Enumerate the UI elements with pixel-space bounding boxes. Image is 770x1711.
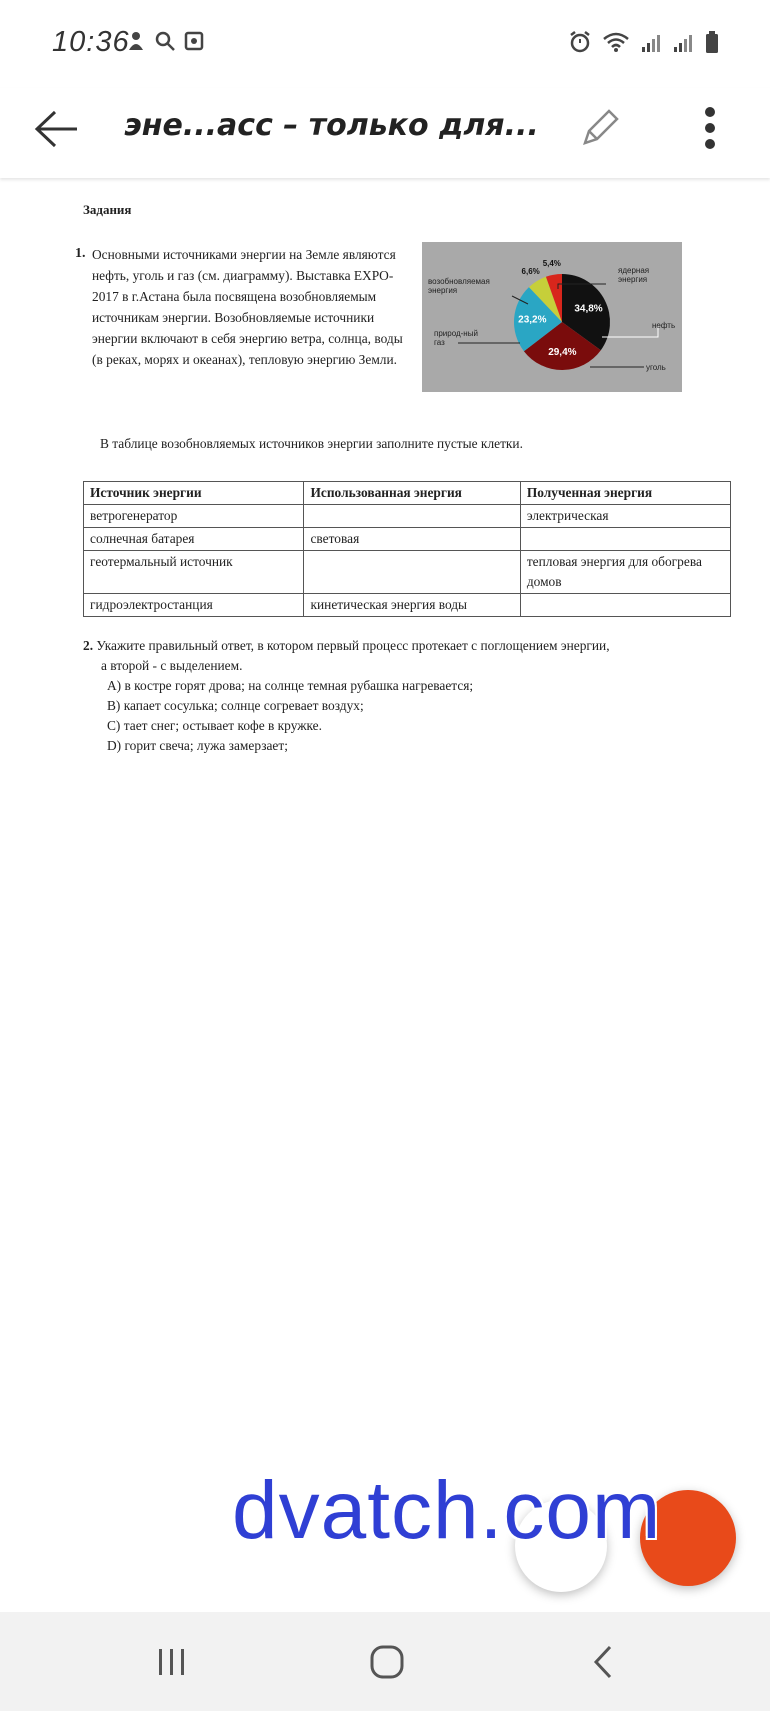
header-used-energy: Использованная энергия xyxy=(304,482,520,505)
table-cell: солнечная батарея xyxy=(84,528,304,551)
pie-value-label-oil: 34,8% xyxy=(574,303,603,315)
arrow-left-icon xyxy=(33,109,81,149)
pie-value-label-renewable: 6,6% xyxy=(521,266,540,276)
table-row xyxy=(84,528,731,551)
pie-chart-svg xyxy=(422,242,682,392)
media-icon xyxy=(184,30,204,57)
energy-pie-chart xyxy=(422,242,682,392)
table-cell xyxy=(304,505,520,528)
back-icon xyxy=(591,1644,615,1680)
nuclear-callout-label-2: энергия xyxy=(618,275,648,284)
table-cell xyxy=(520,528,730,551)
signal-icon xyxy=(672,31,694,58)
answer-option-c: C) тает снег; остывает кофе в кружке. xyxy=(107,718,322,733)
table-cell: гидроэлектростанция xyxy=(84,594,304,617)
pencil-icon xyxy=(577,105,623,151)
table-header-row xyxy=(84,482,731,505)
answer-option-b: B) капает сосулька; солнце согревает воздух; xyxy=(107,698,364,713)
document-heading: Задания xyxy=(83,202,132,217)
more-vertical-icon xyxy=(703,106,717,150)
renew-callout-label-1: возобновляемая xyxy=(428,277,490,286)
home-button[interactable] xyxy=(352,1632,422,1692)
oil-callout-label: нефть xyxy=(652,321,676,330)
more-options-button[interactable] xyxy=(692,100,728,156)
person-icon xyxy=(126,30,146,57)
answer-option-d: D) горит свеча; лужа замерзает; xyxy=(107,738,288,753)
table-row xyxy=(84,551,731,594)
status-left-icons xyxy=(126,30,204,57)
nuclear-callout-label-1: ядерная xyxy=(618,266,650,275)
status-time: 10:36 xyxy=(52,26,130,58)
battery-icon xyxy=(704,30,720,59)
status-right-icons xyxy=(568,30,720,59)
renew-callout-label-2: энергия xyxy=(428,286,458,295)
gas-callout-label-2: газ xyxy=(434,338,445,347)
pie-value-label-gas: 23,2% xyxy=(518,314,547,326)
question-2-number: 2. xyxy=(83,638,94,653)
table-instruction: В таблице возобновляемых источников энергии заполните пустые клетки. xyxy=(100,436,523,451)
home-icon xyxy=(369,1644,405,1680)
pie-value-label-coal: 29,4% xyxy=(548,346,577,358)
recent-apps-icon xyxy=(155,1647,189,1677)
watermark: dvatch.com xyxy=(232,1465,662,1556)
table-row xyxy=(84,505,731,528)
table-cell: электрическая xyxy=(520,505,730,528)
question-2-line-2: а второй - с выделением. xyxy=(101,658,243,673)
question-2-line-1 xyxy=(83,636,733,656)
edit-button[interactable] xyxy=(572,100,628,156)
answer-option-a: A) в костре горят дрова; на солнце темная рубашка нагревается; xyxy=(107,678,474,693)
question-1-number: 1. xyxy=(75,246,86,261)
pie-value-label-nuclear: 5,4% xyxy=(542,258,561,268)
page-title: эне...асс – только для... xyxy=(124,108,539,143)
document-page xyxy=(0,180,770,1610)
question-2-text: Укажите правильный ответ, в котором первый процесс протекает с поглощением энергии, xyxy=(96,638,610,653)
back-button[interactable] xyxy=(30,102,84,156)
header-source: Источник энергии xyxy=(84,482,304,505)
question-2 xyxy=(83,636,733,756)
coal-callout-label: уголь xyxy=(646,363,666,372)
table-cell xyxy=(304,551,520,594)
status-bar xyxy=(0,0,770,88)
oil-callout-line xyxy=(602,326,658,337)
header-obtained-energy: Полученная энергия xyxy=(520,482,730,505)
table-cell: геотермальный источник xyxy=(84,551,304,594)
table-cell: тепловая энергия для обогрева домов xyxy=(520,551,730,594)
renewable-energy-table xyxy=(83,481,731,617)
table-row xyxy=(84,594,731,617)
search-icon xyxy=(154,30,176,57)
table-cell: ветрогенератор xyxy=(84,505,304,528)
recent-apps-button[interactable] xyxy=(137,1632,207,1692)
alarm-icon xyxy=(568,30,592,59)
table-cell: кинетическая энергия воды xyxy=(304,594,520,617)
table-cell xyxy=(520,594,730,617)
app-bar xyxy=(0,88,770,178)
system-nav-bar xyxy=(0,1612,770,1711)
table-cell: световая xyxy=(304,528,520,551)
question-1-text: Основными источниками энергии на Земле являются нефть, уголь и газ (см. диаграмму). Выставка EXPO-2017 в г.Астана была посвящена возобновляемым источникам энергии. Возобновляемые источники энергии включают в себя энергию ветра, солнца, воды (в реках, морях и океанах), тепловую энергию Земли. xyxy=(92,247,403,367)
nav-back-button[interactable] xyxy=(568,1632,638,1692)
wifi-icon xyxy=(602,31,630,58)
signal-icon xyxy=(640,31,662,58)
gas-callout-label-1: природ-ный xyxy=(434,329,478,338)
